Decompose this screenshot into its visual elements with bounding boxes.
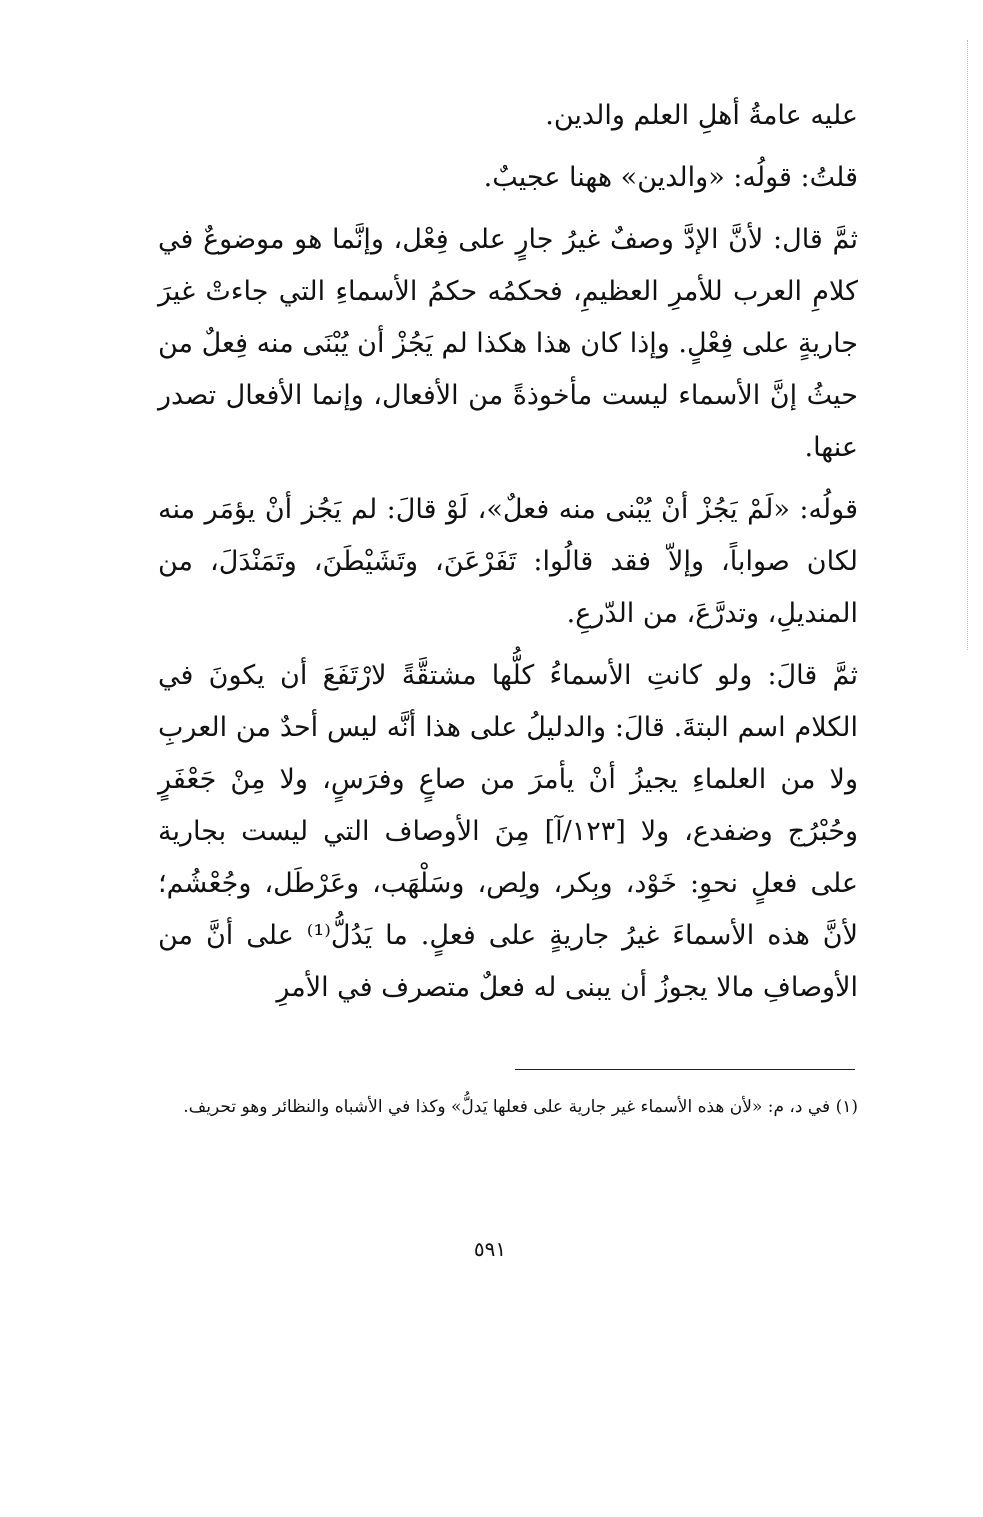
paragraph-4: قولُه: «لَمْ يَجُزْ أنْ يُبْنى منه فعلٌ»، لَوْ قالَ: لم يَجُز أنْ يؤمَر منه لكان صواباً، وإلاّ فقد قالُوا: تَفَرْعَنَ، وتَشَيْطَنَ، وتَمَنْدَلَ، من المنديلِ، وتدرَّعَ، من الدّرعِ. xyxy=(158,494,858,629)
paragraph-3: ثمَّ قال: لأنَّ الإدَّ وصفٌ غيرُ جارٍ على فِعْل، وإنَّما هو موضوعٌ في كلامِ العرب للأمرِ العظيمِ، فحكمُه حكمُ الأسماءِ التي جاءتْ غيرَ جاريةٍ على فِعْلٍ. وإذا كان هذا هكذا لم يَجُزْ أن يُبْنَى منه فِعلٌ من حيثُ إنَّ الأسماء ليست مأخوذةً من الأفعال، وإنما الأفعال تصدر عنها. xyxy=(158,224,858,463)
paragraph-5: ثمَّ قالَ: ولو كانتِ الأسماءُ كلُّها مشتقَّةً لارْتَفَعَ أن يكونَ في الكلام اسم البتةَ. قالَ: والدليلُ على هذا أنَّه ليس أحدٌ من العربِ ولا من العلماءِ يجيزُ أنْ يأمرَ من صاعٍ وفرَسٍ، ولا مِنْ جَعْفَرٍ وحُبْرُج وضفدع، ولا [١٢٣/آ] مِنَ الأوصاف التي ليست بجارية على فعلٍ نحوِ: خَوْد، وبِكر، ولِص، وسَلْهَب، وعَرْطَل، وجُعْشُم؛ لأنَّ هذه الأسماءَ غيرُ جاريةٍ على فعلٍ. ما يَدُلُّ⁽¹⁾ على أنَّ من الأوصافِ مالا يجوزُ أن يبنى له فعلٌ متصرف في الأمرِ xyxy=(158,660,859,1003)
paragraph-2: قلتُ: قولُه: «والدين» ههنا عجيبٌ. xyxy=(483,162,858,193)
scan-edge-line xyxy=(967,40,968,650)
main-text-body xyxy=(158,90,858,1024)
footnote: (١) في د، م: «لأن هذه الأسماء غير جارية على فعلها يَدلُّ» وكذا في الأشباه والنظائر وهو تحريف. xyxy=(183,1097,858,1117)
paragraph-1: عليه عامةُ أهلِ العلم والدين. xyxy=(545,100,858,131)
footnote-separator xyxy=(515,1069,855,1070)
page-number: ٥٩١ xyxy=(473,1237,507,1261)
